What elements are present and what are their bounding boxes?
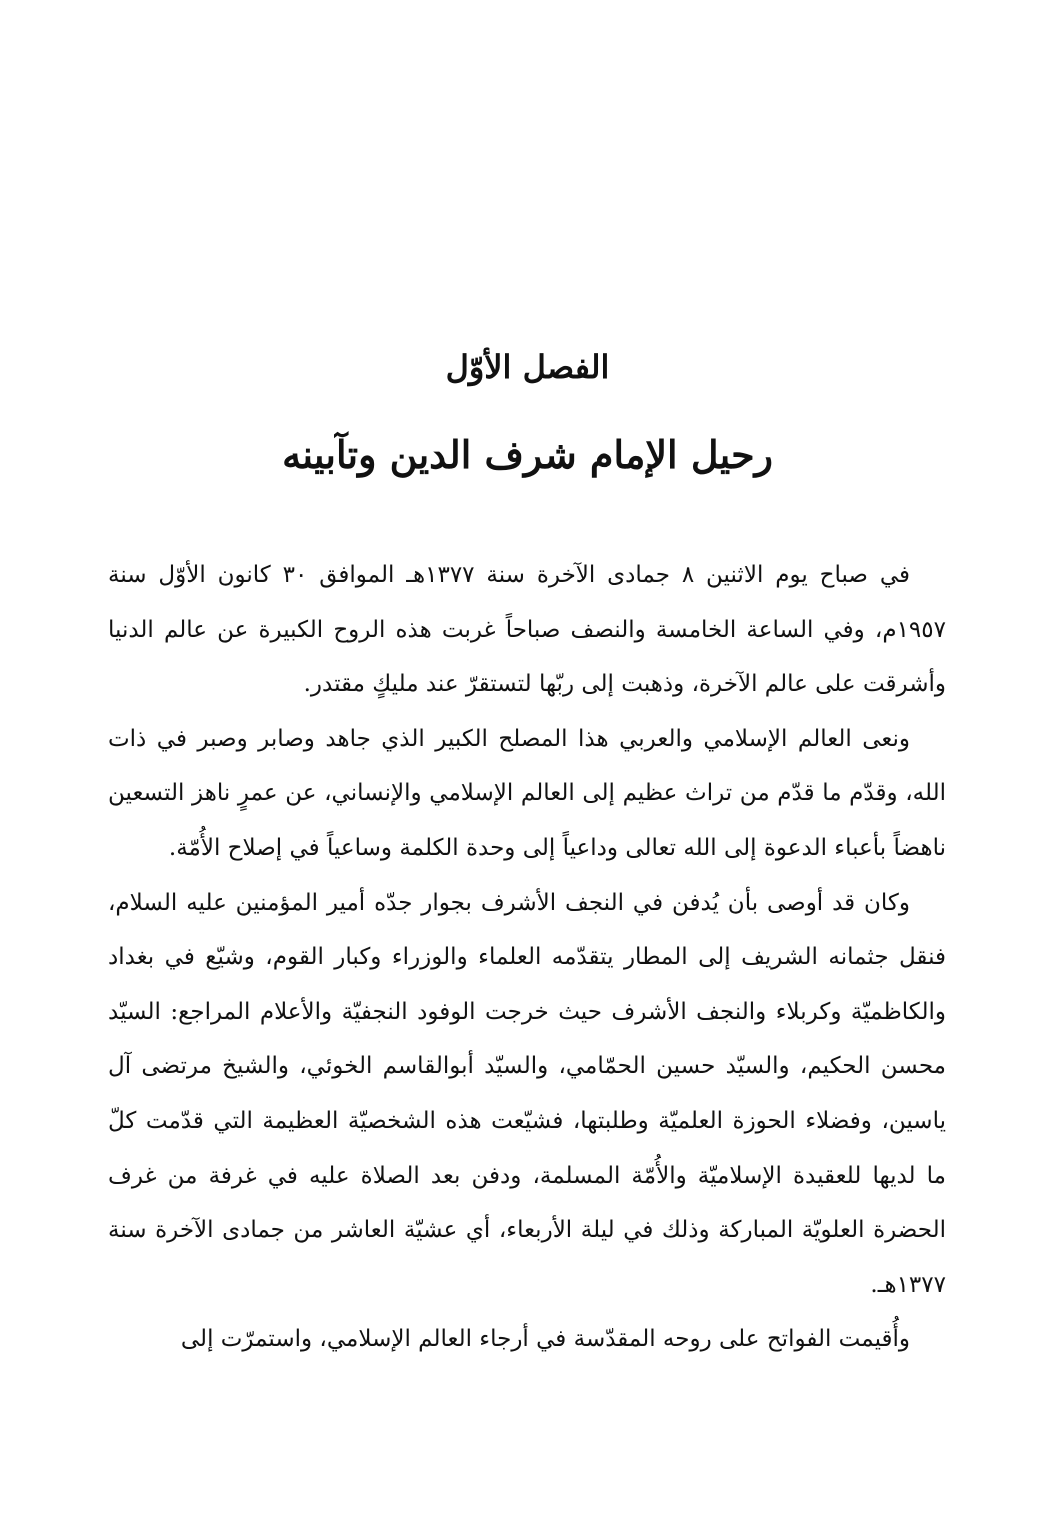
- paragraph-2: ونعى العالم الإسلامي والعربي هذا المصلح الكبير الذي جاهد وصابر وصبر في ذات الله، وقدّم ما قدّم من تراث عظيم إلى العالم الإسلامي والإنساني، عن عمرٍ ناهز التسعين ناهضاً بأعباء الدعوة إلى الله تعالى وداعياً إلى وحدة الكلمة وساعياً في إصلاح الأُمّة.: [108, 725, 946, 861]
- body-text: [108, 548, 946, 1367]
- chapter-label: الفصل الأوّل: [445, 348, 610, 386]
- paragraph-1: في صباح يوم الاثنين ٨ جمادى الآخرة سنة ١٣٧٧هـ الموافق ٣٠ كانون الأوّل سنة ١٩٥٧م، وفي الساعة الخامسة والنصف صباحاً غربت هذه الروح الكبيرة عن عالم الدنيا وأشرقت على عالم الآخرة، وذهبت إلى ربّها لتستقرّ عند مليكٍ مقتدر.: [108, 562, 946, 698]
- paragraph-3: وكان قد أوصى بأن يُدفن في النجف الأشرف بجوار جدّه أمير المؤمنين عليه السلام، فنقل جثمانه الشريف إلى المطار يتقدّمه العلماء والوزراء وكبار القوم، وشيّع في بغداد والكاظميّة وكربلاء والنجف الأشرف حيث خرجت الوفود النجفيّة والأعلام المراجع: السيّد محسن الحكيم، والسيّد حسين الحمّامي، والسيّد أبوالقاسم الخوئي، والشيخ مرتضى آل ياسين، وفضلاء الحوزة العلميّة وطلبتها، فشيّعت هذه الشخصيّة العظيمة التي قدّمت كلّ ما لديها للعقيدة الإسلاميّة والأُمّة المسلمة، ودفن بعد الصلاة عليه في غرفة من غرف الحضرة العلويّة المباركة وذلك في ليلة الأربعاء، أي عشيّة العاشر من جمادى الآخرة سنة ١٣٧٧هـ.: [108, 889, 946, 1298]
- chapter-title: رحيل الإمام شرف الدين وتآبينه: [282, 432, 773, 477]
- paragraph-4: وأُقيمت الفواتح على روحه المقدّسة في أرجاء العالم الإسلامي، واستمرّت إلى: [180, 1326, 910, 1353]
